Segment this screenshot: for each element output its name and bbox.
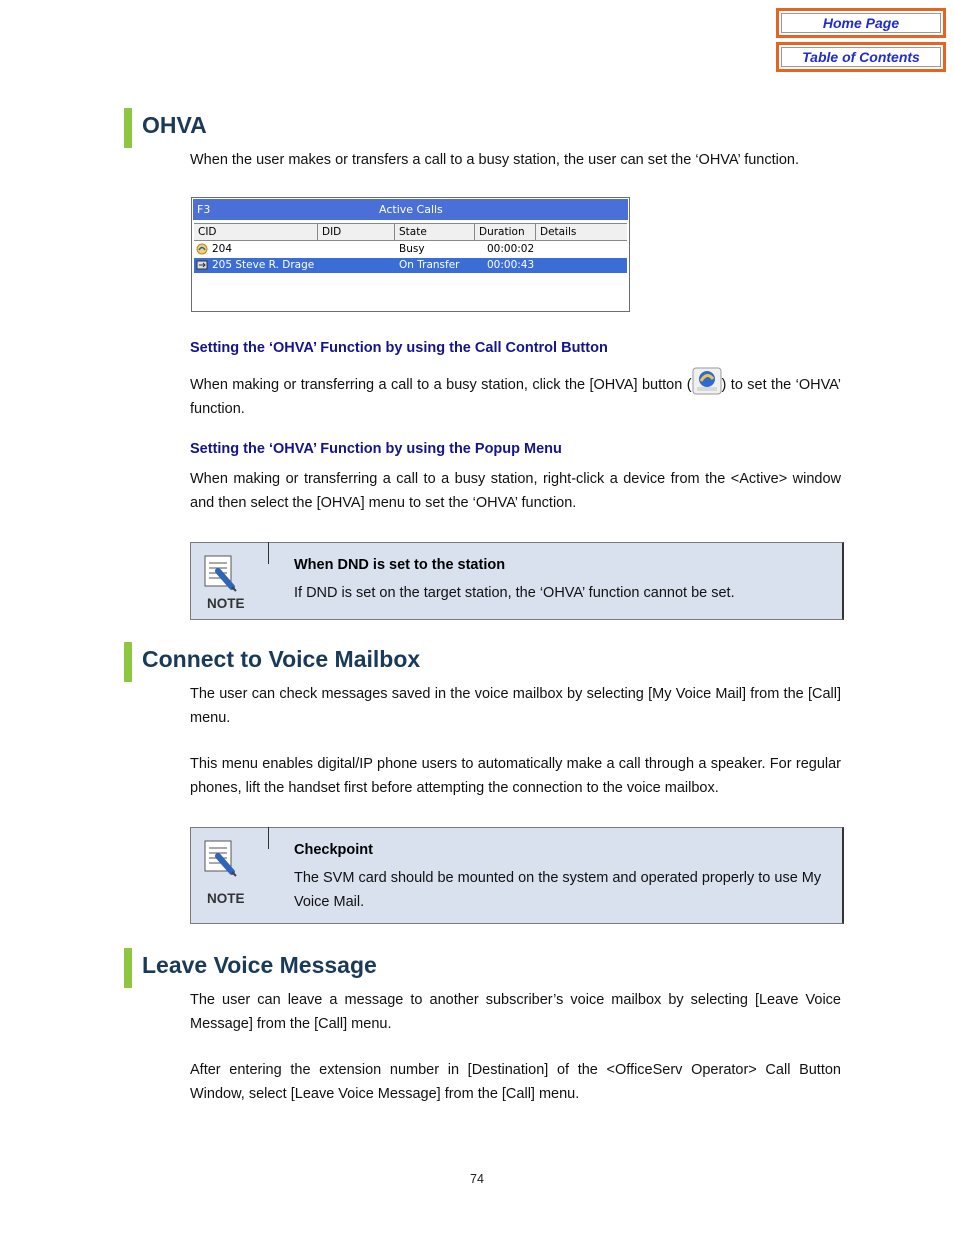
leave-message-para-1: The user can leave a message to another subscriber’s voice mailbox by selecting [Leave Voice Message] from the [Call] menu. [190,992,841,1032]
note-icon [204,555,238,598]
note-divider [268,542,269,564]
note-title: When DND is set to the station [294,557,506,573]
home-page-button[interactable] [776,8,946,38]
ohva-title: OHVA [142,112,207,138]
column-header-state[interactable]: State [395,224,475,240]
ohva-intro: When the user makes or transfers a call to a busy station, the user can set the ‘OHVA’ function. [190,152,800,168]
table-row-selected[interactable] [194,258,627,273]
ohva-button-icon [692,367,722,395]
voicemail-para-1: The user can check messages saved in the voice mailbox by selecting [My Voice Mail] from the [Call] menu. [190,686,841,726]
ohva-call-control-text-b: ) to set the ‘OHVA’ function. [190,377,842,417]
phone-ringing-icon [196,243,208,255]
cell-duration: 00:00:02 [487,243,535,255]
active-calls-header [194,223,627,241]
phone-transfer-icon [196,259,208,271]
voicemail-para-2: This menu enables digital/IP phone users to automatically make a call through a speaker. For regular phones, lift the handset first before attempting the connection to the voice mailbox. [190,756,841,796]
ohva-subheading-call-control: Setting the ‘OHVA’ Function by using the Call Control Button [190,340,608,356]
column-header-did[interactable]: DID [318,224,395,240]
active-calls-window [191,197,630,312]
page-number: 74 [470,1172,484,1186]
note-body: If DND is set on the target station, the ‘OHVA’ function cannot be set. [294,585,735,601]
column-header-cid[interactable]: CID [194,224,318,240]
function-key-label: F3 [197,203,211,216]
cell-state: Busy [399,243,425,255]
active-calls-titlebar [193,199,628,220]
note-body: The SVM card should be mounted on the system and operated properly to use My Voice Mail. [294,870,822,910]
table-of-contents-label[interactable]: Table of Contents [781,47,941,67]
leave-message-title: Leave Voice Message [142,952,377,978]
ohva-subheading-popup-menu: Setting the ‘OHVA’ Function by using the Popup Menu [190,441,562,457]
note-title: Checkpoint [294,842,373,858]
section-accent-bar [124,642,132,682]
note-label: NOTE [207,596,245,611]
cell-state: On Transfer [399,259,460,271]
column-header-details[interactable]: Details [540,226,577,238]
cell-duration: 00:00:43 [487,259,535,271]
column-header-duration[interactable]: Duration [475,224,536,240]
table-of-contents-button[interactable] [776,42,946,72]
table-row[interactable] [194,242,627,257]
ohva-popup-menu-text: When making or transferring a call to a busy station, right-click a device from the <Active> window and then select the [OHVA] menu to set the ‘OHVA’ function. [190,471,841,511]
active-calls-title: Active Calls [379,203,443,216]
ohva-call-control-text-a: When making or transferring a call to a busy station, click the [OHVA] button ( [190,377,692,393]
note-label: NOTE [207,891,245,906]
ohva-call-control-text [190,367,841,421]
section-accent-bar [124,948,132,988]
note-divider [268,827,269,849]
section-accent-bar [124,108,132,148]
home-page-label[interactable]: Home Page [781,13,941,33]
note-box-checkpoint [190,827,844,924]
cell-cid: 204 [212,243,233,255]
cell-cid: 205 Steve R. Drage [212,259,315,271]
voicemail-title: Connect to Voice Mailbox [142,646,421,672]
leave-message-para-2: After entering the extension number in [Destination] of the <OfficeServ Operator> Call Button Window, select [Leave Voice Message] from the [Call] menu. [190,1062,841,1102]
note-icon [204,840,238,883]
note-box-dnd [190,542,844,620]
